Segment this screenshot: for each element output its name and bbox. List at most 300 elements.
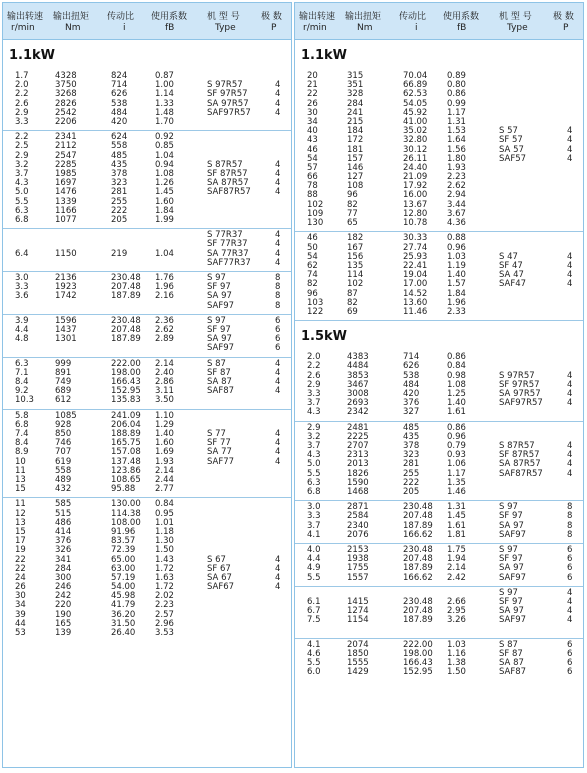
speed-cell: 21 (307, 80, 318, 91)
model-type: SA 77R37 (207, 248, 249, 259)
table-group (295, 232, 583, 320)
speed-cell: 7.4 (15, 428, 29, 439)
torque-cell: 2584 (347, 511, 369, 522)
poles-cell: 4 (275, 98, 281, 109)
model-type: S 97R57 (499, 370, 535, 381)
speed-cell: 6.4 (15, 248, 29, 259)
ratio-cell: 36.20 (111, 609, 136, 620)
service-factor-cell: 2.77 (155, 484, 174, 495)
torque-cell: 2547 (55, 150, 77, 161)
poles-cell: 8 (567, 511, 573, 522)
poles-cell: 4 (275, 89, 281, 100)
service-factor-cell: 1.40 (447, 398, 466, 409)
torque-cell: 146 (347, 162, 364, 173)
table-row (3, 500, 291, 509)
speed-cell: 2.2 (15, 132, 29, 143)
table-row (295, 564, 583, 573)
service-factor-cell: 2.94 (447, 190, 466, 201)
service-factor-cell: 2.57 (155, 609, 174, 620)
ratio-cell: 166.62 (403, 572, 433, 583)
torque-cell: 2693 (347, 398, 369, 409)
ratio-cell: 420 (403, 388, 420, 399)
service-factor-cell: 1.63 (155, 572, 174, 583)
ratio-cell: 135.83 (111, 395, 141, 406)
model-type: SA 97 (207, 334, 232, 345)
service-factor-cell: 0.93 (447, 450, 466, 461)
table-row (295, 433, 583, 442)
table-row (295, 173, 583, 182)
torque-cell: 515 (55, 508, 72, 519)
model-type: S 97 (499, 502, 518, 513)
poles-cell: 4 (275, 257, 281, 268)
service-factor-cell: 0.99 (447, 98, 466, 109)
table-row (295, 362, 583, 371)
table-row (295, 512, 583, 521)
header-ratio-unit: i (123, 23, 126, 33)
model-type: SF 57 (499, 135, 523, 146)
header-ratio: 传动比 (399, 12, 427, 22)
speed-cell: 4.4 (15, 324, 29, 335)
speed-cell: 3.0 (15, 272, 29, 283)
torque-cell: 326 (55, 545, 72, 556)
ratio-cell: 187.89 (403, 615, 433, 626)
model-type: S 67 (207, 554, 226, 565)
ratio-cell: 17.00 (403, 279, 428, 290)
header-model: 机 型 号 (499, 12, 532, 22)
torque-cell: 1555 (347, 658, 369, 669)
torque-cell: 891 (55, 367, 72, 378)
model-type: SF 87R57 (499, 450, 540, 461)
speed-cell: 6.7 (307, 606, 321, 617)
torque-cell: 2313 (347, 450, 369, 461)
ratio-cell: 26.40 (111, 628, 136, 638)
ratio-cell: 83.57 (111, 536, 136, 547)
torque-cell: 3008 (347, 388, 369, 399)
model-type: SAF97 (207, 300, 235, 311)
torque-cell: 1085 (55, 410, 77, 421)
table-row (3, 592, 291, 601)
model-type: SA 87 (499, 658, 524, 669)
table-header (295, 3, 583, 40)
poles-cell: 6 (275, 343, 281, 354)
header-service-unit: fB (165, 23, 175, 33)
service-factor-cell: 0.84 (447, 361, 466, 372)
speed-cell: 7.1 (15, 367, 29, 378)
speed-cell: 1.7 (15, 71, 29, 81)
torque-cell: 1154 (347, 615, 369, 626)
torque-cell: 165 (55, 618, 72, 629)
ratio-cell: 281 (111, 187, 128, 198)
service-factor-cell: 1.10 (155, 410, 174, 421)
poles-cell: 4 (567, 398, 573, 409)
speed-cell: 74 (307, 270, 318, 281)
header-service-unit: fB (457, 23, 467, 33)
poles-cell: 4 (567, 126, 573, 137)
torque-cell: 558 (55, 465, 72, 476)
model-type: S 97R57 (207, 80, 243, 91)
ratio-cell: 714 (111, 80, 128, 91)
service-factor-cell: 1.72 (155, 582, 174, 593)
speed-cell: 5.5 (307, 468, 321, 479)
ratio-cell: 626 (111, 89, 128, 100)
table-row (295, 127, 583, 136)
speed-cell: 19 (15, 545, 26, 556)
ratio-cell: 21.09 (403, 172, 428, 183)
service-factor-cell: 2.16 (155, 291, 174, 302)
service-factor-cell: 1.03 (447, 251, 466, 262)
speed-cell: 34 (15, 600, 26, 611)
model-type: SA 97 (499, 606, 524, 617)
service-factor-cell: 2.44 (155, 474, 174, 485)
ratio-cell: 230.48 (111, 315, 141, 326)
ratio-cell: 31.50 (111, 618, 136, 629)
table-row (3, 302, 291, 311)
ratio-cell: 323 (403, 450, 420, 461)
table-row (3, 476, 291, 485)
speed-cell: 4.6 (307, 648, 321, 659)
service-factor-cell: 1.50 (447, 667, 466, 678)
table-group (295, 501, 583, 544)
ratio-cell: 166.62 (403, 529, 433, 540)
torque-cell: 2074 (347, 639, 369, 650)
torque-cell: 1590 (347, 477, 369, 488)
model-type: SF 47 (499, 260, 523, 271)
service-factor-cell: 2.62 (155, 324, 174, 335)
ratio-cell: 22.41 (403, 260, 428, 271)
service-factor-cell: 3.50 (155, 395, 174, 406)
ratio-cell: 206.04 (111, 419, 141, 430)
torque-cell: 139 (55, 628, 72, 638)
table-row (295, 424, 583, 433)
right-groups-1 (295, 70, 583, 320)
ratio-cell: 714 (403, 352, 420, 363)
model-type: S 87 (207, 358, 226, 369)
table-row (3, 620, 291, 629)
model-type: SF 67 (207, 563, 231, 574)
model-type: SA 97R57 (207, 98, 249, 109)
table-row (3, 378, 291, 387)
speed-cell: 12 (15, 508, 26, 519)
table-row (3, 467, 291, 476)
speed-cell: 2.9 (307, 422, 321, 433)
model-type: SAF47 (499, 279, 527, 290)
service-factor-cell: 1.60 (155, 438, 174, 449)
ratio-cell: 91.96 (111, 526, 136, 537)
table-row (295, 616, 583, 625)
speed-cell: 54 (307, 251, 318, 262)
torque-cell: 2342 (347, 407, 369, 418)
header-torque-unit: Nm (65, 23, 81, 33)
ratio-cell: 70.04 (403, 71, 428, 81)
table-row (295, 668, 583, 677)
service-factor-cell: 2.14 (155, 358, 174, 369)
torque-cell: 1468 (347, 486, 369, 497)
table-row (295, 626, 583, 635)
torque-cell: 2112 (55, 141, 77, 152)
model-type: SA 87 (207, 376, 232, 387)
model-type: SAF87R57 (499, 468, 543, 479)
poles-cell: 4 (275, 230, 281, 241)
section-title: 1.1kW (9, 48, 56, 63)
ratio-cell: 205 (111, 214, 128, 225)
header-torque: 输出扭矩 (345, 12, 382, 22)
torque-cell: 1697 (55, 178, 77, 189)
table-row (295, 290, 583, 299)
poles-cell: 4 (275, 582, 281, 593)
torque-cell: 241 (347, 107, 364, 118)
table-row (3, 152, 291, 161)
table-row (295, 100, 583, 109)
service-factor-cell: 1.84 (447, 288, 466, 299)
speed-cell: 57 (307, 162, 318, 173)
speed-cell: 109 (307, 208, 324, 219)
speed-cell: 3.3 (15, 282, 29, 293)
ratio-cell: 17.92 (403, 181, 428, 192)
speed-cell: 24 (15, 572, 26, 583)
speed-cell: 26 (307, 98, 318, 109)
torque-cell: 65 (347, 218, 358, 228)
poles-cell: 4 (275, 239, 281, 250)
model-type: SF 97 (207, 324, 231, 335)
torque-cell: 432 (55, 484, 72, 495)
service-factor-cell: 1.35 (447, 477, 466, 488)
torque-cell: 1742 (55, 291, 77, 302)
torque-cell: 1938 (347, 554, 369, 565)
table-row (3, 207, 291, 216)
table-row (295, 659, 583, 668)
torque-cell: 246 (55, 582, 72, 593)
service-factor-cell: 0.86 (447, 352, 466, 363)
service-factor-cell: 0.79 (447, 440, 466, 451)
table-row (3, 611, 291, 620)
ratio-cell: 54.00 (111, 582, 136, 593)
model-type: SAF97 (499, 572, 527, 583)
ratio-cell: 207.48 (111, 324, 141, 335)
model-type: S 97 (499, 544, 518, 555)
service-factor-cell: 2.95 (447, 606, 466, 617)
ratio-cell: 95.88 (111, 484, 136, 495)
table-row (295, 136, 583, 145)
speed-cell: 8.9 (15, 447, 29, 458)
model-type: SA 97 (499, 520, 524, 531)
service-factor-cell: 3.44 (447, 199, 466, 210)
poles-cell: 4 (567, 260, 573, 271)
poles-cell: 8 (567, 529, 573, 540)
header-poles: 极 数 (261, 12, 282, 22)
table-row (295, 164, 583, 173)
service-factor-cell: 1.38 (447, 658, 466, 669)
table-row (295, 546, 583, 555)
ratio-cell: 230.48 (403, 502, 433, 513)
poles-cell: 4 (275, 447, 281, 458)
ratio-cell: 198.00 (111, 367, 141, 378)
torque-cell: 2707 (347, 440, 369, 451)
torque-cell: 1437 (55, 324, 77, 335)
table-row (3, 574, 291, 583)
table-row (3, 118, 291, 127)
left-groups (3, 70, 291, 641)
section-title: 1.1kW (301, 48, 348, 63)
torque-cell: 2153 (347, 544, 369, 555)
speed-cell: 3.7 (307, 440, 321, 451)
ratio-cell: 484 (403, 379, 420, 390)
speed-cell: 2.9 (307, 379, 321, 390)
service-factor-cell: 1.00 (155, 80, 174, 91)
torque-cell: 619 (55, 456, 72, 467)
service-factor-cell: 1.03 (447, 639, 466, 650)
speed-cell: 3.2 (15, 159, 29, 170)
poles-cell: 4 (567, 468, 573, 479)
table-row (3, 360, 291, 369)
service-factor-cell: 0.85 (155, 141, 174, 152)
model-type: SF 97R57 (207, 89, 248, 100)
torque-cell: 1826 (347, 468, 369, 479)
service-factor-cell: 0.84 (155, 499, 174, 510)
ratio-cell: 376 (403, 398, 420, 409)
table-row (295, 253, 583, 262)
poles-cell: 6 (275, 334, 281, 345)
torque-cell: 96 (347, 190, 358, 201)
poles-cell: 4 (567, 370, 573, 381)
model-type: SAF97 (499, 615, 527, 626)
ratio-cell: 222 (403, 477, 420, 488)
ratio-cell: 130.00 (111, 499, 141, 510)
torque-cell: 315 (347, 71, 364, 81)
table-row (3, 412, 291, 421)
torque-cell: 1077 (55, 214, 77, 225)
speed-cell: 82 (307, 279, 318, 290)
torque-cell: 190 (55, 609, 72, 620)
torque-cell: 2871 (347, 502, 369, 513)
speed-cell: 66 (307, 172, 318, 183)
torque-cell: 414 (55, 526, 72, 537)
table-group (3, 410, 291, 499)
table-row (3, 528, 291, 537)
table-row (295, 488, 583, 497)
ratio-cell: 72.39 (111, 545, 136, 556)
poles-cell: 6 (567, 572, 573, 583)
table-row (295, 353, 583, 362)
header-poles-unit: P (271, 23, 277, 33)
service-factor-cell: 1.94 (447, 554, 466, 565)
speed-cell: 4.1 (307, 639, 321, 650)
ratio-cell: 485 (111, 150, 128, 161)
service-factor-cell: 1.70 (155, 116, 174, 127)
service-factor-cell: 1.48 (155, 107, 174, 118)
torque-cell: 1429 (347, 667, 369, 678)
service-factor-cell: 2.02 (155, 591, 174, 602)
table-row (295, 210, 583, 219)
poles-cell: 4 (275, 187, 281, 198)
ratio-cell: 435 (403, 431, 420, 442)
torque-cell: 82 (347, 297, 358, 308)
table-row (3, 565, 291, 574)
service-factor-cell: 1.69 (155, 447, 174, 458)
speed-cell: 103 (307, 297, 324, 308)
ratio-cell: 205 (403, 486, 420, 497)
service-factor-cell: 2.33 (447, 306, 466, 317)
torque-cell: 220 (55, 600, 72, 611)
model-type: SAF87 (207, 386, 235, 397)
torque-cell: 612 (55, 395, 72, 406)
service-factor-cell: 2.62 (447, 181, 466, 192)
model-type: SF 87 (499, 648, 523, 659)
torque-cell: 135 (347, 260, 364, 271)
torque-cell: 1301 (55, 334, 77, 345)
table-row (3, 485, 291, 494)
ratio-cell: 207.48 (403, 606, 433, 617)
table-row (3, 387, 291, 396)
model-type: SAF97 (207, 343, 235, 354)
table-row (3, 369, 291, 378)
torque-cell: 2136 (55, 272, 77, 283)
poles-cell: 8 (567, 520, 573, 531)
header-model: 机 型 号 (207, 12, 240, 22)
table-row (295, 650, 583, 659)
service-factor-cell: 1.06 (447, 459, 466, 470)
speed-cell: 4.9 (307, 563, 321, 574)
service-factor-cell: 1.43 (155, 554, 174, 565)
torque-cell: 69 (347, 306, 358, 317)
ratio-cell: 187.89 (111, 334, 141, 345)
model-type: SF 87 (207, 367, 231, 378)
model-type: SA 87R57 (207, 178, 249, 189)
service-factor-cell: 1.40 (447, 270, 466, 281)
ratio-cell: 62.53 (403, 89, 428, 100)
service-factor-cell: 0.87 (155, 71, 174, 81)
table-row (3, 198, 291, 207)
torque-cell: 2285 (55, 159, 77, 170)
speed-cell: 22 (15, 554, 26, 565)
poles-cell: 4 (275, 563, 281, 574)
ratio-cell: 538 (403, 370, 420, 381)
table-group (295, 544, 583, 587)
ratio-cell: 45.98 (111, 591, 136, 602)
ratio-cell: 13.67 (403, 199, 428, 210)
ratio-cell: 219 (111, 248, 128, 259)
table-row (295, 219, 583, 228)
speed-cell: 13 (15, 517, 26, 528)
speed-cell: 5.5 (307, 572, 321, 583)
speed-cell: 43 (307, 135, 318, 146)
table-row (295, 262, 583, 271)
speed-cell: 5.8 (15, 410, 29, 421)
speed-cell: 13 (15, 474, 26, 485)
speed-cell: 5.5 (307, 658, 321, 669)
poles-cell: 4 (567, 153, 573, 164)
table-row (295, 90, 583, 99)
torque-cell: 4328 (55, 71, 77, 81)
ratio-cell: 230.48 (403, 544, 433, 555)
model-type: SA 97 (207, 291, 232, 302)
table-row (295, 479, 583, 488)
service-factor-cell: 0.96 (447, 242, 466, 253)
table-row (3, 430, 291, 439)
ratio-cell: 241.09 (111, 410, 141, 421)
service-factor-cell: 1.45 (447, 511, 466, 522)
torque-cell: 242 (55, 591, 72, 602)
speed-cell: 46 (307, 233, 318, 244)
speed-cell: 96 (307, 288, 318, 299)
poles-cell: 4 (275, 554, 281, 565)
table-group (3, 131, 291, 229)
table-row (3, 326, 291, 335)
poles-cell: 4 (275, 159, 281, 170)
speed-cell: 2.5 (15, 141, 29, 152)
header-torque-unit: Nm (357, 23, 373, 33)
speed-cell: 4.0 (307, 544, 321, 555)
service-factor-cell: 1.45 (155, 187, 174, 198)
